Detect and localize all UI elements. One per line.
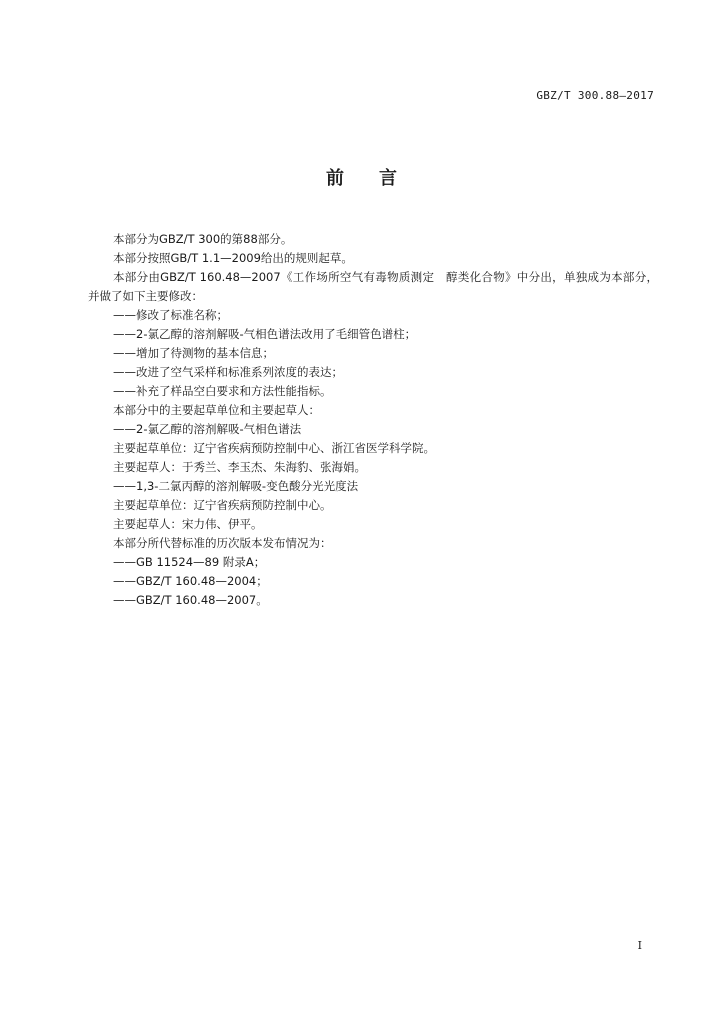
list-item: ——补充了样品空白要求和方法性能指标。 bbox=[113, 384, 332, 398]
text-line: 本部分中的主要起草单位和主要起草人： bbox=[113, 403, 320, 417]
list-item: ——GB 11524—89 附录A； bbox=[113, 555, 266, 569]
list-item: ——2-氯乙醇的溶剂解吸-气相色谱法改用了毛细管色谱柱； bbox=[113, 327, 417, 341]
foreword-body bbox=[88, 230, 658, 610]
text-line: 本部分为GBZ/T 300的第88部分。 bbox=[113, 232, 293, 246]
text-line: 主要起草人：于秀兰、李玉杰、朱海豹、张海娟。 bbox=[113, 460, 366, 474]
text-line: 本部分所代替标准的历次版本发布情况为： bbox=[113, 536, 332, 550]
text-line: 主要起草人：宋力伟、伊平。 bbox=[113, 517, 263, 531]
list-item: ——增加了待测物的基本信息； bbox=[113, 346, 274, 360]
title-char-2: 言 bbox=[379, 168, 398, 189]
list-item: ——GBZ/T 160.48—2004； bbox=[113, 574, 268, 588]
list-item: ——2-氯乙醇的溶剂解吸-气相色谱法 bbox=[113, 422, 302, 436]
text-line: 本部分按照GB/T 1.1—2009给出的规则起草。 bbox=[113, 251, 353, 265]
text-paragraph: 本部分由GBZ/T 160.48—2007《工作场所空气有毒物质测定 醇类化合物》中分出，单独成为本部分，并做了如下主要修改： bbox=[88, 270, 658, 303]
page-title bbox=[0, 164, 724, 190]
list-item: ——修改了标准名称； bbox=[113, 308, 228, 322]
title-char-1: 前 bbox=[326, 168, 345, 189]
text-line: 主要起草单位：辽宁省疾病预防控制中心。 bbox=[113, 498, 332, 512]
list-item: ——改进了空气采样和标准系列浓度的表达； bbox=[113, 365, 343, 379]
list-item: ——1,3-二氯丙醇的溶剂解吸-变色酸分光光度法 bbox=[113, 479, 359, 493]
text-line: 主要起草单位：辽宁省疾病预防控制中心、浙江省医学科学院。 bbox=[113, 441, 435, 455]
standard-number: GBZ/T 300.88—2017 bbox=[536, 89, 654, 102]
list-item: ——GBZ/T 160.48—2007。 bbox=[113, 593, 268, 607]
page-number: I bbox=[637, 939, 642, 952]
